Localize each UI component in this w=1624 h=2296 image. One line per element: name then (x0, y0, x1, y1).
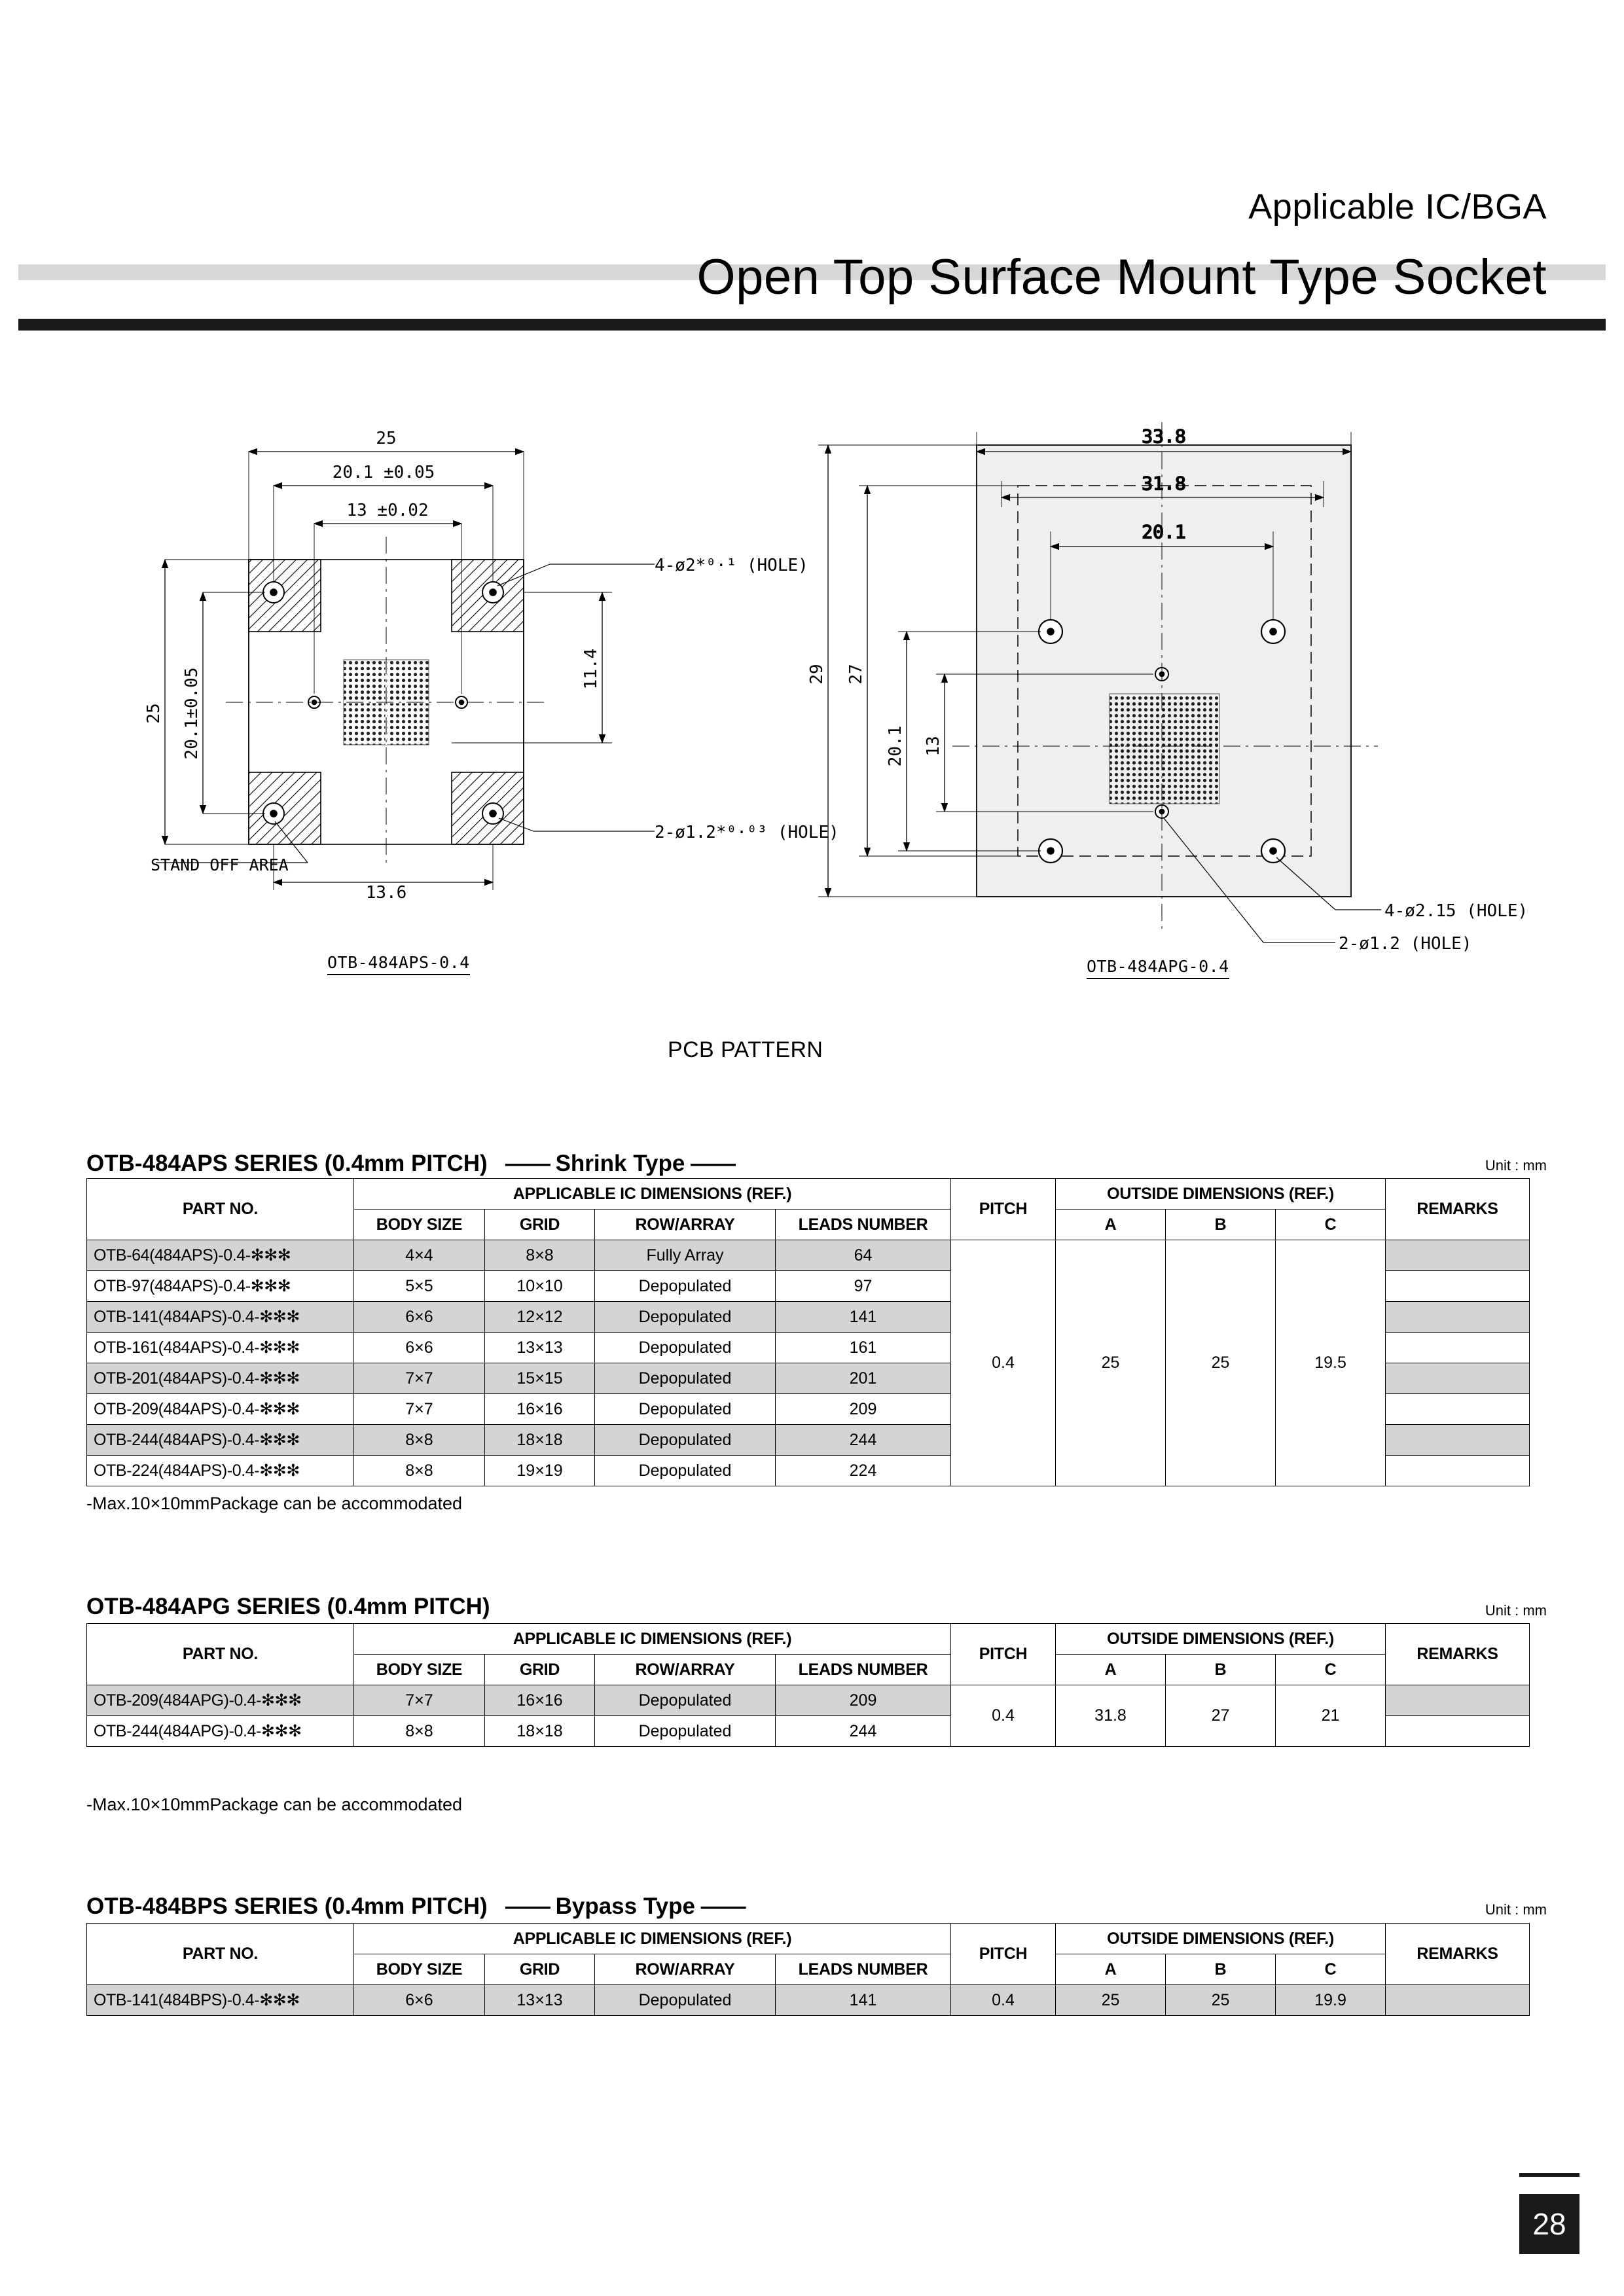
section-title-apg-text: OTB-484APG SERIES (0.4mm PITCH) (86, 1594, 490, 1619)
unit-label-aps: Unit : mm (1485, 1157, 1547, 1174)
svg-text:STAND OFF AREA: STAND OFF AREA (151, 855, 289, 874)
cell-grid: 13×13 (485, 1333, 595, 1363)
cell-leads: 224 (776, 1456, 951, 1486)
cell-grid: 16×16 (485, 1685, 595, 1716)
svg-text:13: 13 (924, 736, 943, 757)
svg-text:11.4: 11.4 (581, 648, 601, 690)
cell-body-size: 8×8 (354, 1716, 485, 1747)
th-leads-number: LEADS NUMBER (776, 1210, 951, 1240)
cell-row-array: Depopulated (595, 1394, 776, 1425)
cell-body-size: 5×5 (354, 1271, 485, 1302)
th-applicable-dims: APPLICABLE IC DIMENSIONS (REF.) (354, 1624, 951, 1655)
th-pitch: PITCH (951, 1924, 1056, 1985)
section-title-aps: OTB-484APS SERIES (0.4mm PITCH) —— Shrink Type —— (86, 1151, 736, 1176)
svg-text:2-ø1.2*⁰·⁰³ (HOLE): 2-ø1.2*⁰·⁰³ (HOLE) (655, 823, 839, 842)
page-number-rule (1519, 2173, 1579, 2177)
cell-part-no: OTB-64(484APS)-0.4-✻✻✻ (87, 1240, 354, 1271)
cell-remarks (1386, 1456, 1530, 1486)
drawing-caption-right: OTB-484APG-0.4 (1087, 957, 1229, 979)
svg-text:33.8: 33.8 (1142, 425, 1186, 447)
svg-text:4-ø2.15 (HOLE): 4-ø2.15 (HOLE) (1384, 901, 1528, 921)
cell-remarks (1386, 1363, 1530, 1394)
unit-label-bps: Unit : mm (1485, 1901, 1547, 1918)
th-applicable-dims: APPLICABLE IC DIMENSIONS (REF.) (354, 1179, 951, 1210)
cell-part-no: OTB-209(484APG)-0.4-✻✻✻ (87, 1685, 354, 1716)
cell-pitch: 0.4 (951, 1240, 1056, 1486)
cell-remarks (1386, 1716, 1530, 1747)
cell-row-array: Depopulated (595, 1716, 776, 1747)
cell-leads: 64 (776, 1240, 951, 1271)
cell-remarks (1386, 1425, 1530, 1456)
svg-text:29: 29 (807, 664, 827, 685)
svg-text:4-ø2*⁰·¹ (HOLE): 4-ø2*⁰·¹ (HOLE) (655, 556, 808, 575)
cell-row-array: Depopulated (595, 1985, 776, 2016)
svg-text:13.6: 13.6 (365, 883, 407, 903)
cell-grid: 10×10 (485, 1271, 595, 1302)
cell-part-no: OTB-244(484APS)-0.4-✻✻✻ (87, 1425, 354, 1456)
cell-body-size: 7×7 (354, 1363, 485, 1394)
svg-text:13 ±0.02: 13 ±0.02 (346, 501, 429, 520)
th-row-array: ROW/ARRAY (595, 1954, 776, 1985)
cell-leads: 141 (776, 1302, 951, 1333)
section-title-bps-text: OTB-484BPS SERIES (0.4mm PITCH) (86, 1893, 488, 1919)
svg-text:20.1 ±0.05: 20.1 ±0.05 (332, 463, 435, 482)
th-grid: GRID (485, 1954, 595, 1985)
header-subtitle: Applicable IC/BGA (1248, 187, 1547, 226)
cell-body-size: 4×4 (354, 1240, 485, 1271)
cell-part-no: OTB-97(484APS)-0.4-✻✻✻ (87, 1271, 354, 1302)
cell-row-array: Depopulated (595, 1425, 776, 1456)
spec-table-aps (86, 1178, 1530, 1486)
cell-row-array: Fully Array (595, 1240, 776, 1271)
th-pitch: PITCH (951, 1624, 1056, 1685)
cell-row-array: Depopulated (595, 1363, 776, 1394)
svg-text:25: 25 (144, 703, 164, 724)
cell-remarks (1386, 1394, 1530, 1425)
svg-text:20.1: 20.1 (1142, 521, 1186, 543)
cell-leads: 244 (776, 1425, 951, 1456)
th-part-no: PART NO. (87, 1924, 354, 1985)
section-title-aps-text: OTB-484APS SERIES (0.4mm PITCH) (86, 1151, 488, 1176)
note-aps: -Max.10×10mmPackage can be accommodated (86, 1494, 463, 1513)
section-suffix-bps: Bypass Type (555, 1893, 695, 1919)
svg-text:20.1±0.05: 20.1±0.05 (182, 667, 202, 760)
th-b: B (1166, 1210, 1276, 1240)
page-title: Open Top Surface Mount Type Socket (696, 249, 1547, 305)
section-suffix-aps: Shrink Type (555, 1151, 685, 1176)
cell-c: 19.5 (1276, 1240, 1386, 1486)
cell-remarks (1386, 1333, 1530, 1363)
th-c: C (1276, 1210, 1386, 1240)
cell-leads: 209 (776, 1685, 951, 1716)
svg-text:31.8: 31.8 (1142, 473, 1186, 494)
cell-leads: 141 (776, 1985, 951, 2016)
cell-part-no: OTB-244(484APG)-0.4-✻✻✻ (87, 1716, 354, 1747)
th-a: A (1056, 1210, 1166, 1240)
cell-grid: 12×12 (485, 1302, 595, 1333)
table-row (87, 1985, 1530, 2016)
svg-text:25: 25 (376, 429, 397, 448)
cell-part-no: OTB-201(484APS)-0.4-✻✻✻ (87, 1363, 354, 1394)
svg-text:27: 27 (846, 664, 866, 685)
cell-remarks (1386, 1985, 1530, 2016)
note-apg: -Max.10×10mmPackage can be accommodated (86, 1795, 463, 1814)
table-header-row (87, 1624, 1530, 1655)
cell-remarks (1386, 1302, 1530, 1333)
th-remarks: REMARKS (1386, 1624, 1530, 1685)
cell-c: 19.9 (1276, 1985, 1386, 2016)
th-leads-number: LEADS NUMBER (776, 1655, 951, 1685)
cell-body-size: 6×6 (354, 1985, 485, 2016)
cell-row-array: Depopulated (595, 1456, 776, 1486)
cell-a: 25 (1056, 1240, 1166, 1486)
cell-part-no: OTB-141(484APS)-0.4-✻✻✻ (87, 1302, 354, 1333)
section-title-apg (86, 1594, 490, 1620)
th-c: C (1276, 1655, 1386, 1685)
cell-part-no: OTB-161(484APS)-0.4-✻✻✻ (87, 1333, 354, 1363)
cell-remarks (1386, 1271, 1530, 1302)
cell-pitch: 0.4 (951, 1985, 1056, 2016)
svg-text:20.1: 20.1 (886, 725, 905, 767)
th-remarks: REMARKS (1386, 1179, 1530, 1240)
cell-remarks (1386, 1240, 1530, 1271)
cell-body-size: 8×8 (354, 1456, 485, 1486)
th-b: B (1166, 1655, 1276, 1685)
cell-pitch: 0.4 (951, 1685, 1056, 1747)
th-row-array: ROW/ARRAY (595, 1210, 776, 1240)
cell-body-size: 8×8 (354, 1425, 485, 1456)
th-outside-dims: OUTSIDE DIMENSIONS (REF.) (1056, 1624, 1386, 1655)
cell-grid: 18×18 (485, 1425, 595, 1456)
cell-part-no: OTB-224(484APS)-0.4-✻✻✻ (87, 1456, 354, 1486)
cell-b: 27 (1166, 1685, 1276, 1747)
unit-label-apg: Unit : mm (1485, 1602, 1547, 1619)
cell-leads: 97 (776, 1271, 951, 1302)
cell-part-no: OTB-209(484APS)-0.4-✻✻✻ (87, 1394, 354, 1425)
page-number: 28 (1519, 2194, 1579, 2254)
th-part-no: PART NO. (87, 1624, 354, 1685)
pcb-pattern-label: PCB PATTERN (668, 1037, 823, 1062)
drawing-svg (0, 0, 1624, 1126)
cell-grid: 19×19 (485, 1456, 595, 1486)
cell-b: 25 (1166, 1240, 1276, 1486)
th-grid: GRID (485, 1655, 595, 1685)
th-remarks: REMARKS (1386, 1924, 1530, 1985)
cell-a: 31.8 (1056, 1685, 1166, 1747)
th-outside-dims: OUTSIDE DIMENSIONS (REF.) (1056, 1924, 1386, 1954)
cell-remarks (1386, 1685, 1530, 1716)
cell-c: 21 (1276, 1685, 1386, 1747)
technical-drawings (0, 0, 1624, 1126)
th-pitch: PITCH (951, 1179, 1056, 1240)
th-a: A (1056, 1954, 1166, 1985)
spec-table-bps (86, 1923, 1530, 2016)
cell-grid: 13×13 (485, 1985, 595, 2016)
cell-grid: 16×16 (485, 1394, 595, 1425)
table-row (87, 1685, 1530, 1716)
cell-body-size: 7×7 (354, 1685, 485, 1716)
th-body-size: BODY SIZE (354, 1954, 485, 1985)
cell-grid: 8×8 (485, 1240, 595, 1271)
cell-body-size: 7×7 (354, 1394, 485, 1425)
drawing-caption-left: OTB-484APS-0.4 (327, 953, 470, 975)
cell-row-array: Depopulated (595, 1271, 776, 1302)
th-part-no: PART NO. (87, 1179, 354, 1240)
table-header-row (87, 1924, 1530, 1954)
section-title-bps: OTB-484BPS SERIES (0.4mm PITCH) —— Bypass Type —— (86, 1893, 746, 1919)
cell-part-no: OTB-141(484BPS)-0.4-✻✻✻ (87, 1985, 354, 2016)
th-leads-number: LEADS NUMBER (776, 1954, 951, 1985)
cell-row-array: Depopulated (595, 1685, 776, 1716)
svg-text:2-ø1.2 (HOLE): 2-ø1.2 (HOLE) (1339, 934, 1472, 954)
th-a: A (1056, 1655, 1166, 1685)
cell-grid: 15×15 (485, 1363, 595, 1394)
th-row-array: ROW/ARRAY (595, 1655, 776, 1685)
cell-row-array: Depopulated (595, 1302, 776, 1333)
cell-body-size: 6×6 (354, 1302, 485, 1333)
cell-row-array: Depopulated (595, 1333, 776, 1363)
th-grid: GRID (485, 1210, 595, 1240)
th-c: C (1276, 1954, 1386, 1985)
th-outside-dims: OUTSIDE DIMENSIONS (REF.) (1056, 1179, 1386, 1210)
cell-leads: 244 (776, 1716, 951, 1747)
cell-leads: 201 (776, 1363, 951, 1394)
th-applicable-dims: APPLICABLE IC DIMENSIONS (REF.) (354, 1924, 951, 1954)
table-row (87, 1240, 1530, 1271)
th-body-size: BODY SIZE (354, 1210, 485, 1240)
th-b: B (1166, 1954, 1276, 1985)
cell-leads: 161 (776, 1333, 951, 1363)
table-header-row (87, 1179, 1530, 1210)
th-body-size: BODY SIZE (354, 1655, 485, 1685)
cell-leads: 209 (776, 1394, 951, 1425)
cell-body-size: 6×6 (354, 1333, 485, 1363)
spec-table-apg (86, 1623, 1530, 1747)
cell-grid: 18×18 (485, 1716, 595, 1747)
cell-a: 25 (1056, 1985, 1166, 2016)
cell-b: 25 (1166, 1985, 1276, 2016)
